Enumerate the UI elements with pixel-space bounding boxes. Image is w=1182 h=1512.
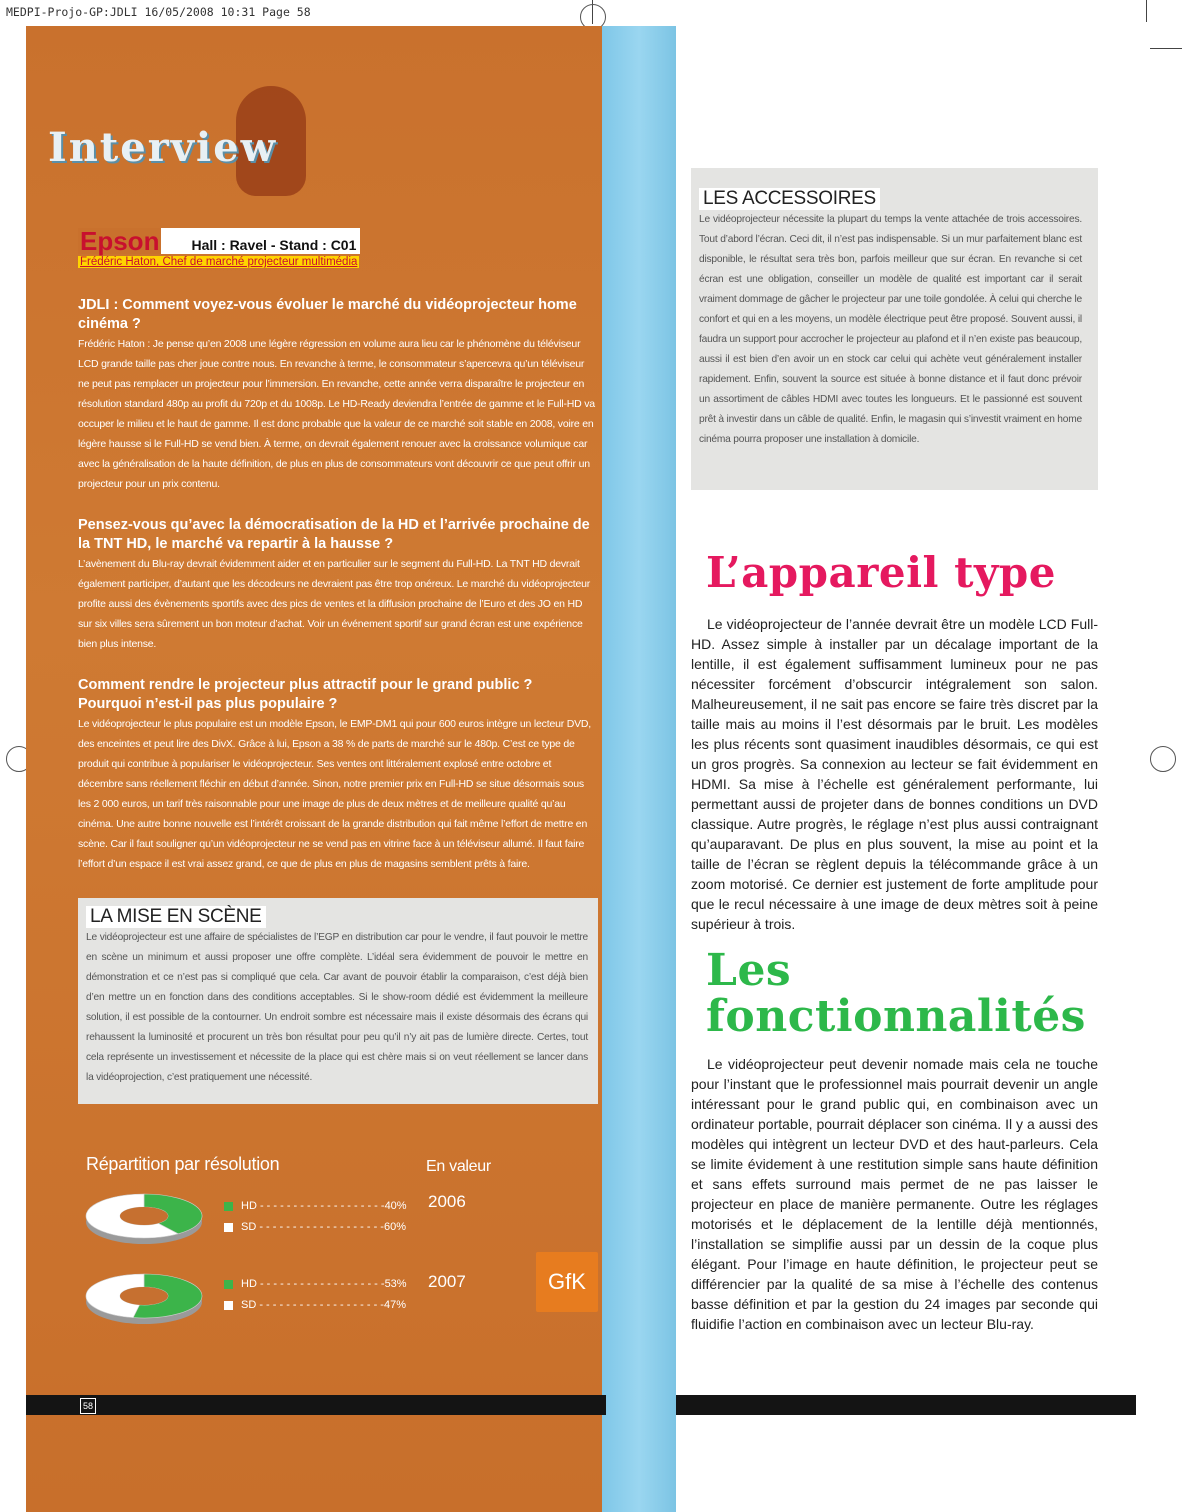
registration-mark [1150,746,1176,772]
data-label: -60% [380,1221,406,1233]
heading-line: Les [706,945,792,996]
box-text: Le vidéoprojecteur nécessite la plupart du temps la vente attachée de trois accessoires. Tout d’abord l’écran. Ceci dit, il n’est pas indispensable. Si un mur parfaitement blanc est disponible, le résultat sera très bon, parfois meilleur que sur écran. En revanche si cet écran est une obligation, conseiller un modèle de qualité est important car il serait vraiment dommage de gâcher le projecteur par une toile gondolée. À celui qui cherche le confort et qui en a les moyens, un modèle électrique peut être proposé. Souvent aussi, il faudra un support pour accrocher le projecteur au plafond et il n’en existe pas beaucoup, aussi il est bien d’en avoir un en stock car celui qui achète veut généralement installer rapidement. Enfin, souvent la source est située à bonne distance et il faut donc prévoir un assortiment de câbles HDMI avec toutes les longueurs. Et le passionné est souvent prêt à investir dans un câble de qualité. Enfin, le magasin qui s’investit vraiment en home cinéma pourra proposer une installation à domicile. [699,214,1082,445]
legend-group-2006: HD - - - - - - - - - - - - - - - - - - -40% SD - - - - - - - - - - - - - - - - - - -60% [224,1196,407,1238]
brand-header [78,228,360,254]
heading-line: fonctionnalités [706,991,1086,1042]
footer-bar-left [26,1395,606,1415]
legend-label: SD [241,1299,257,1311]
question: Pensez-vous qu’avec la démocratisation de la HD et l’arrivée prochaine de la TNT HD, le marché va repartir à la hausse ? [78,517,590,552]
chart-subtitle: En valeur [426,1158,491,1175]
pie-hole-2006 [120,1207,168,1225]
data-label: -53% [380,1278,407,1290]
gfk-logo: GfK [536,1252,598,1312]
legend-label: HD [241,1200,257,1212]
answer: Le vidéoprojecteur le plus populaire est un modèle Epson, le EMP-DM1 qui pour 600 euros intègre un lecteur DVD, des enceintes et peut lire des DivX. Grâce à lui, Epson a 38 % de parts de marché sur le 480p. C’est ce type de produit qui contribue à populariser le vidéoprojecteur. Ses ventes ont littéralement explosé entre octobre et décembre sans réellement fléchir en début d’année. Sinon, notre premier prix en Full-HD se situe désormais sous les 2 000 euros, un tarif très raisonnable pour une image de plus de deux mètres et de meilleure qualité qu’au cinéma. Une autre bonne nouvelle est l’intérêt croissant de la grande distribution qui fait même l’effort de mettre en scène. Car il faut souligner qu’un vidéoprojecteur ne se vend pas en vitrine face à un téléviseur allumé. Il faut faire l’effort d’un espace il est vrai assez grand, ce que de plus en plus de magasins semblent prêts à faire. [78,718,592,870]
qa-block [78,676,598,874]
fonctionnalites-heading [706,945,1086,1042]
pie-hole-2007 [120,1287,168,1305]
crop-mark [1150,48,1182,49]
legend-label: SD [241,1221,257,1233]
page-number: 58 [80,1398,96,1414]
answer: L’avènement du Blu-ray devrait évidemment aider et en particulier sur le segment du Full-HD. La TNT HD devrait également participer, d’autant que les décodeurs ne devraient pas être trop onéreux. Le marché du vidéoprojecteur profite aussi des évènements sportifs avec des pics de ventes et la diffusion prochaine de l’Euro et des JO en HD sur six villes sera sûrement un bon moteur d’achat. Voir un événement sportif sur grand écran est une expérience bien plus intense. [78,558,591,650]
accessoires-box [691,168,1098,490]
question: JDLI : Comment voyez-vous évoluer le marché du vidéoprojecteur home cinéma ? [78,297,577,332]
year-label: 2006 [428,1192,466,1211]
legend-swatch-hd [224,1280,233,1289]
legend-group-2007: HD - - - - - - - - - - - - - - - - - - -53% SD - - - - - - - - - - - - - - - - - - -47% [224,1274,407,1316]
legend-swatch-sd [224,1223,233,1232]
box-title: LES ACCESSOIRES [699,188,880,210]
question: Comment rendre le projecteur plus attractif pour le grand public ? Pourquoi n’est-il pas plus populaire ? [78,677,533,712]
legend-swatch-hd [224,1202,233,1211]
chart-title: Répartition par résolution [86,1154,280,1174]
print-slug: MEDPI-Projo-GP:JDLI 16/05/2008 10:31 Page 58 [6,5,311,19]
crop-mark [1146,0,1147,22]
year-label: 2007 [428,1272,466,1291]
data-label: -47% [380,1299,406,1311]
interviewee-name: Frédéric Haton, Chef de marché projecteur multimédia [80,256,358,268]
data-label: -40% [380,1200,407,1212]
footer-bar-right [676,1395,1136,1415]
appareil-heading: L’appareil type [706,548,1057,597]
qa-block [78,296,598,494]
stand-location: Hall : Ravel - Stand : C01 [191,237,357,253]
mise-en-scene-box [78,898,598,1104]
appareil-text: Le vidéoprojecteur de l’année devrait être un modèle LCD Full-HD. Assez simple à installer par un décalage important de la lentille, il est également suffisamment lumineux pour ne pas nécessiter forcément d’obscurcir intégralement son salon. Malheureusement, il ne sait pas encore se faire très discret par la taille mais au moins il l’est désormais par le bruit. Les modèles les plus récents sont quasiment inaudibles désormais, ce qui est un gros progrès. Sa connexion au lecteur se fait évidemment en HDMI. Sa mise à l’échelle est généralement performante, lui permettant aussi de projeter dans de bonnes conditions un DVD classique. Autre progrès, le réglage n’est plus aussi contraignant qu’auparavant. De plus en plus souvent, la mise au point et la taille de l’écran se règlent depuis la télécommande grâce à un zoom motorisé. Ce dernier est justement de forte amplitude pour que le recul nécessaire à une image de deux mètres soit à peine supérieur à trois. [691,616,1098,932]
legend-swatch-sd [224,1301,233,1310]
brand-name: Epson [80,226,160,256]
interview-banner: Interview [48,124,278,171]
qa-block [78,516,598,654]
legend-label: HD [241,1278,257,1290]
fonctionnalites-text: Le vidéoprojecteur peut devenir nomade mais cela ne touche pour l’instant que le professionnel mais pourrait devenir un angle intéressant pour le grand public qui, en combinaison avec un ordinateur portable, pourrait déplacer son cinéma. Il y a aussi des modèles qui intègrent un lecteur DVD et des haut-parleurs. Cela se limite évidement à une restitution simple sans haute définition et sans effets surround mais permet de ne pas laisser le projecteur en place de manière permanente. Outre les réglages motorisés et le déplacement de la lentille déjà mentionnés, l’installation se simplifie aussi par un dessin de la coque plus élégant. Pour l’image en haute définition, le projecteur peut se différencier par la qualité de sa mise à l’échelle des contenus basse définition et par la gestion du 24 images par seconde qui fluidifie l’action en combinaison avec un lecteur Blu-ray. [691,1056,1098,1332]
box-text: Le vidéoprojecteur est une affaire de spécialistes de l’EGP en distribution car pour le vendre, il faut pouvoir le mettre en scène un minimum et aussi proposer une offre complète. L’idéal sera évidemment de pouvoir le mettre en démonstration et ce n’est pas si compliqué que cela. Car avant de pouvoir établir la comparaison, c’est déjà bien d’en mettre un en fonction dans des conditions acceptables. Si le show-room dédié est évidemment la meilleure solution, il est possible de la contourner. Un endroit sombre est nécessaire mais il existe désormais des écrans qui rehaussent la luminosité et procurent un très bon résultat pour peu qu’il n’y ait pas de lumière directe. Certes, tout cela représente un investissement et nécessite de la place qui est chère mais si on veut réellement se lancer dans la vidéoprojection, c’est pratiquement une nécessité. [86,932,588,1083]
box-title: LA MISE EN SCÈNE [86,906,266,928]
answer: Frédéric Haton : Je pense qu’en 2008 une légère régression en volume aura lieu car le phénomène du téléviseur LCD grande taille pas cher joue contre nous. En revanche à terme, le consommateur s’apercevra qu’un téléviseur ne peut pas remplacer un projecteur pour l’immersion. En revanche, cette année verra disparaître le projecteur en résolution standard 480p au profit du 720p et du 1008p. Le HD-Ready deviendra l’entrée de gamme et le Full-HD va occuper le milieu et le haut de gamme. Il est donc probable que la valeur de ce marché soit stable en 2008, voire en légère hausse si le Full-HD se vend bien. À terme, on devrait également renouer avec la croissance volumique car avec la généralisation de la haute définition, de plus en plus de consommateurs vont découvrir ce que peut offrir un projecteur pour un prix contenu. [78,338,595,490]
blue-stripe [602,26,676,1512]
